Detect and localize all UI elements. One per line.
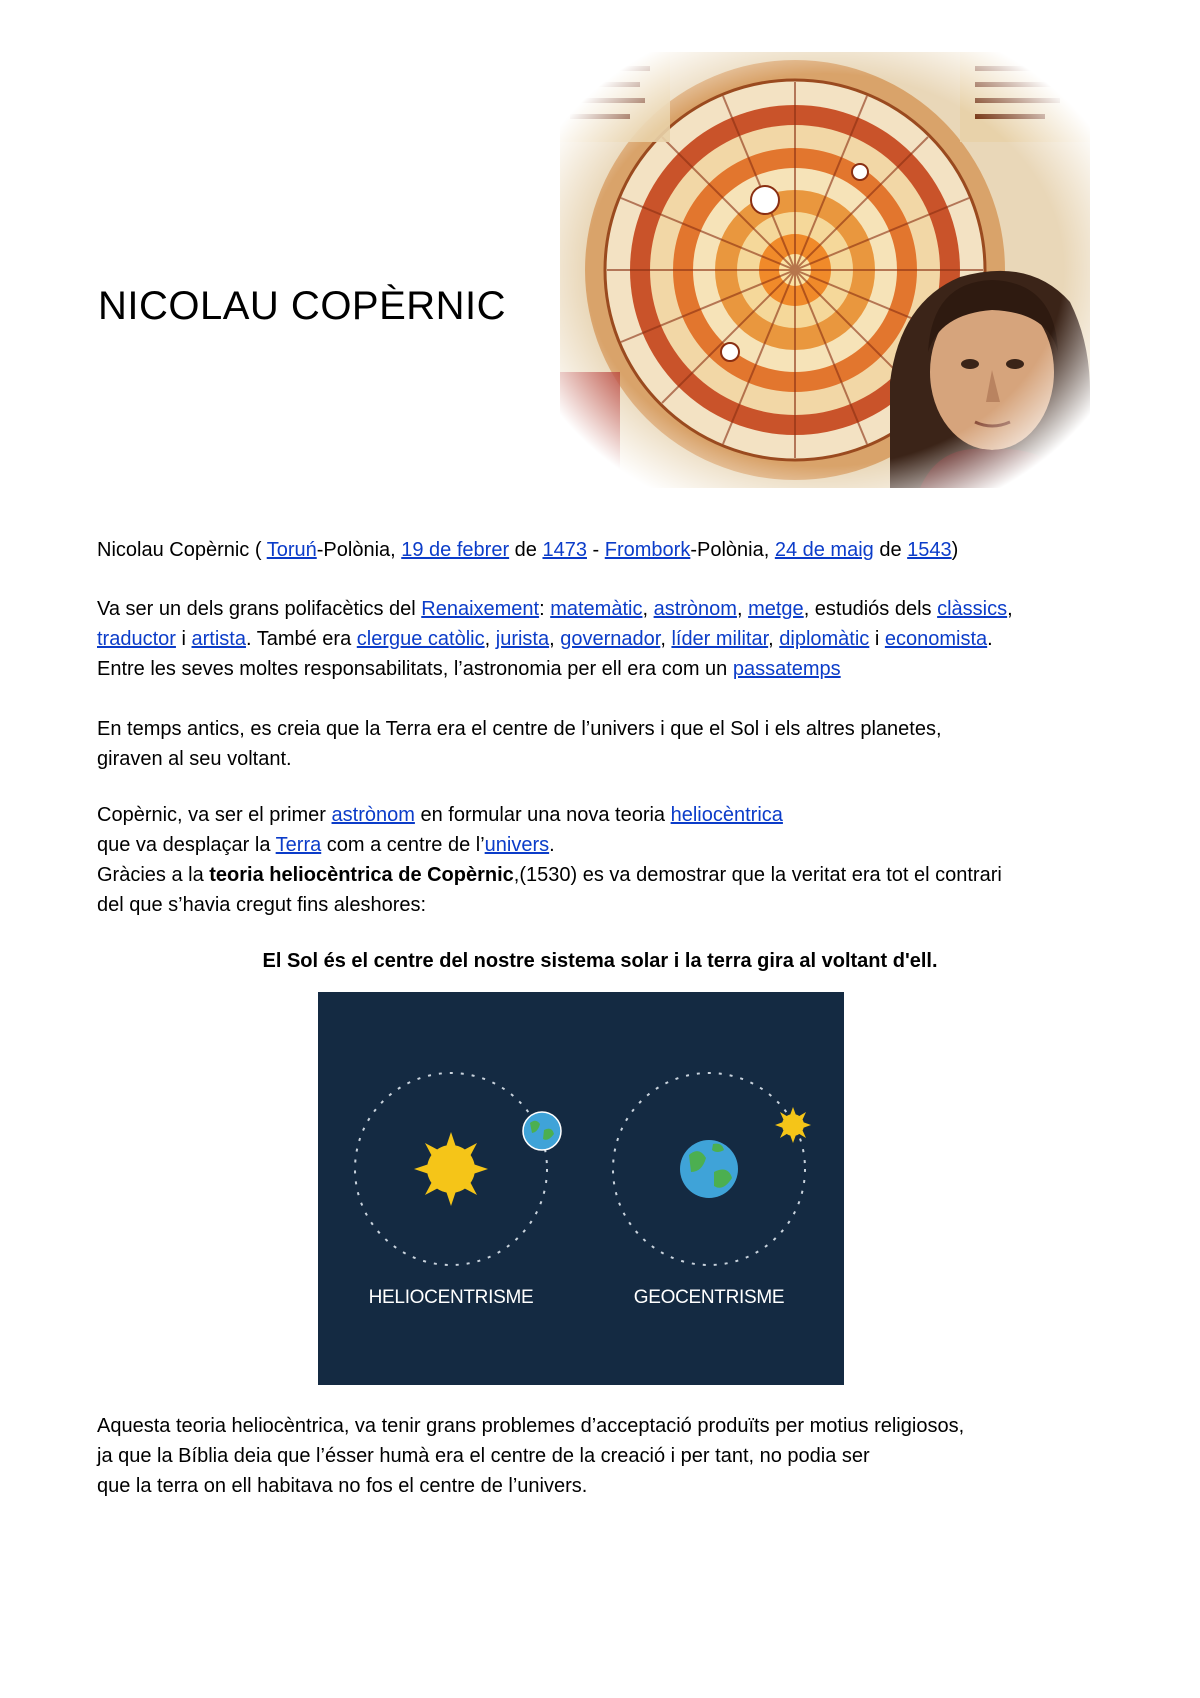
para-text: i (869, 628, 885, 650)
para-text: ja que la Bíblia deia que l’ésser humà era el centre de la creació i per tant, no podia ser (97, 1445, 870, 1467)
link-torun[interactable]: Toruń (266, 539, 317, 561)
bio-text: de (873, 539, 908, 561)
paragraph-religion (97, 1411, 1137, 1501)
para-text: , (736, 598, 749, 620)
link-clergue-catolic[interactable]: clergue catòlic (356, 628, 485, 650)
link-metge[interactable]: metge (748, 598, 804, 620)
earth-icon (680, 1140, 738, 1198)
portrait-image (560, 52, 1090, 488)
para-text: Copèrnic, va ser el primer (97, 804, 332, 826)
link-governador[interactable]: governador (560, 628, 661, 650)
para-text: . També era (245, 628, 357, 650)
link-traductor[interactable]: traductor (97, 628, 176, 650)
link-lider-militar[interactable]: líder militar (671, 628, 769, 650)
label-heliocentrisme: HELIOCENTRISME (368, 1287, 534, 1308)
bio-text: - (586, 539, 605, 561)
center-statement: El Sol és el centre del nostre sistema solar i la terra gira al voltant d'ell. (262, 950, 938, 972)
paragraph-polymath (97, 594, 1137, 684)
bold-theory: teoria heliocèntrica de Copèrnic (209, 864, 514, 886)
link-terra[interactable]: Terra (275, 834, 322, 856)
bio-text: de (509, 539, 543, 561)
link-jurista[interactable]: jurista (495, 628, 550, 650)
earth-icon (523, 1112, 561, 1150)
para-text: , (642, 598, 654, 620)
para-text: en formular una nova teoria (414, 804, 671, 826)
para-text: Va ser un dels grans polifacètics del (97, 598, 422, 620)
para-text: , estudiós dels (803, 598, 938, 620)
para-text: Aquesta teoria heliocèntrica, va tenir grans problemes d’acceptació produïts per motius religiosos, (97, 1415, 965, 1437)
link-matematic[interactable]: matemàtic (550, 598, 643, 620)
para-text: , (660, 628, 672, 650)
link-classics[interactable]: clàssics (937, 598, 1008, 620)
link-artista[interactable]: artista (191, 628, 246, 650)
para-text: i (175, 628, 192, 650)
para-text: giraven al seu voltant. (97, 748, 292, 770)
paragraph-antiquity (97, 714, 1137, 774)
helio-geo-diagram (318, 992, 844, 1385)
para-text: : (539, 598, 551, 620)
bio-text: -Polònia, (690, 539, 775, 561)
para-text: Gràcies a la (97, 864, 210, 886)
para-text: , (549, 628, 561, 650)
link-astronom-2[interactable]: astrònom (331, 804, 415, 826)
paragraph-heliocentric (97, 800, 1137, 920)
link-economista[interactable]: economista (884, 628, 988, 650)
link-birth-date[interactable]: 19 de febrer (401, 539, 510, 561)
link-heliocentrica[interactable]: heliocèntrica (670, 804, 783, 826)
para-text: del que s’havia cregut fins aleshores: (97, 894, 427, 916)
link-renaixement[interactable]: Renaixement (421, 598, 540, 620)
para-text: . (987, 628, 993, 650)
diagram-background (318, 992, 844, 1385)
link-passatemps[interactable]: passatemps (732, 658, 841, 680)
label-geocentrisme: GEOCENTRISME (633, 1287, 785, 1308)
bio-line (97, 535, 1137, 565)
para-text: En temps antics, es creia que la Terra era el centre de l’univers i que el Sol i els altres planetes, (97, 718, 942, 740)
link-death-date[interactable]: 24 de maig (774, 539, 874, 561)
sun-icon (414, 1132, 488, 1206)
link-death-year[interactable]: 1543 (907, 539, 952, 561)
bio-text: -Polònia, (316, 539, 402, 561)
para-text: ,(1530) es va demostrar que la veritat era tot el contrari (513, 864, 1002, 886)
bio-name: Nicolau Copèrnic ( (97, 539, 262, 561)
link-birth-year[interactable]: 1473 (542, 539, 587, 561)
para-text: . (549, 834, 555, 856)
para-text: Entre les seves moltes responsabilitats, l’astronomia per ell era com un (97, 658, 733, 680)
para-text: , (1007, 598, 1013, 620)
link-frombork[interactable]: Frombork (604, 539, 691, 561)
para-text: que la terra on ell habitava no fos el centre de l’univers. (97, 1475, 588, 1497)
para-text: , (768, 628, 780, 650)
para-text: , (484, 628, 496, 650)
link-univers[interactable]: univers (484, 834, 550, 856)
link-diplomatic[interactable]: diplomàtic (779, 628, 870, 650)
link-astronom[interactable]: astrònom (653, 598, 737, 620)
bio-text: ) (951, 539, 959, 561)
page-title: NICOLAU COPÈRNIC (98, 284, 507, 328)
sun-icon (775, 1107, 811, 1143)
para-text: que va desplaçar la (97, 834, 276, 856)
para-text: com a centre de l’ (321, 834, 485, 856)
